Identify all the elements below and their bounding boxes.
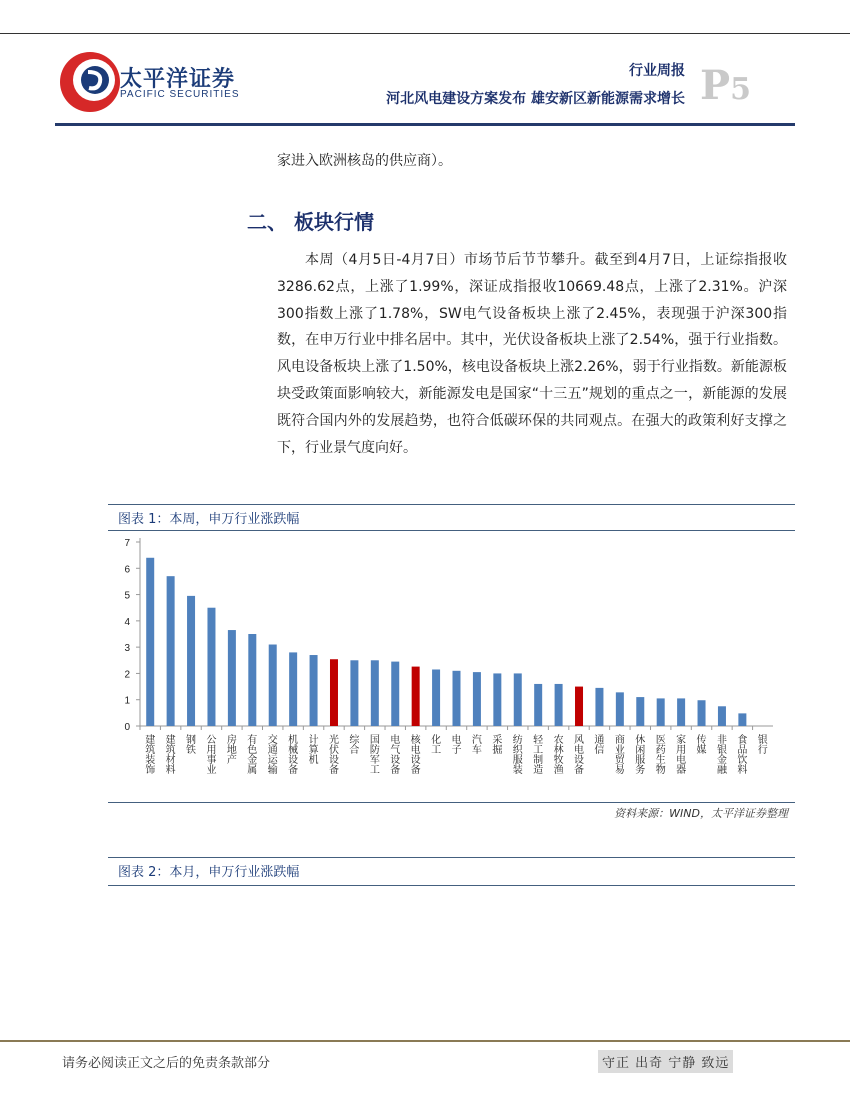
x-tick-label: 建筑装饰 [142,734,154,774]
bar [207,608,215,726]
footer-disclaimer: 请务必阅读正文之后的免责条款部分 [62,1056,271,1071]
x-tick-label: 轻工制造 [530,734,542,774]
x-tick-label: 钢铁 [183,734,195,754]
x-tick-label: 传媒 [694,734,706,754]
x-tick-label: 电气设备 [387,734,399,774]
x-tick-label: 交通运输 [265,734,277,774]
figure1-source: 资料来源：WIND，太平洋证券整理 [614,807,788,820]
x-tick-label: 医药生物 [653,734,665,774]
bar [310,655,318,726]
bar [677,698,685,726]
figure2-title-rule [108,885,795,886]
bar [595,688,603,726]
bar [228,630,236,726]
page-number [700,62,751,109]
bar [657,698,665,726]
bar [432,669,440,726]
y-tick-label: 6 [124,564,130,576]
footer-rule [0,1040,850,1042]
y-tick-label: 1 [124,695,130,707]
industry-change-bar-chart [108,532,795,802]
section-title: 二、 板块行情 [247,210,374,234]
x-tick-label: 商业贸易 [612,734,624,774]
bar [187,596,195,726]
x-tick-label: 综合 [346,734,358,754]
x-tick-label: 国防军工 [367,734,379,774]
bar [493,673,501,726]
x-tick-label: 公用事业 [203,734,215,774]
figure1-title: 图表 1：本周，申万行业涨跌幅 [118,512,300,527]
x-tick-label: 通信 [591,734,603,754]
x-tick-label: 电子 [449,734,460,754]
pacific-securities-logo-icon [58,50,122,114]
bar [167,576,175,726]
bar [350,660,358,726]
bar [575,687,583,726]
y-tick-label: 2 [124,669,130,681]
x-tick-label: 银行 [755,734,767,754]
bar [698,700,706,726]
bar [738,713,746,726]
top-rule [0,33,850,34]
x-tick-label: 非银金融 [714,734,726,774]
x-tick-label: 风电设备 [571,734,583,774]
brand-name-cn: 太平洋证券 [120,67,236,92]
bar [269,645,277,726]
bar [391,662,399,726]
bar [514,673,522,726]
x-tick-label: 核电设备 [408,734,420,774]
figure1-top-rule [108,504,795,505]
y-tick-label: 3 [124,643,130,655]
bar [473,672,481,726]
x-tick-label: 家用电器 [673,734,685,774]
x-tick-label: 房地产 [224,734,236,764]
x-tick-label: 休闲服务 [632,734,644,774]
y-tick-label: 5 [124,590,130,602]
bar [636,697,644,726]
bar [371,660,379,726]
x-tick-label: 光伏设备 [326,734,338,774]
header-rule [55,123,795,126]
figure2-top-rule [108,857,795,858]
figure2-title: 图表 2：本月，申万行业涨跌幅 [118,865,300,880]
y-tick-label: 7 [124,538,130,549]
x-tick-label: 食品饮料 [734,734,746,774]
page-letter: P [700,62,731,109]
x-tick-label: 机械设备 [285,734,297,774]
report-type: 行业周报 [629,63,685,79]
report-title: 河北风电建设方案发布 雄安新区新能源需求增长 [386,91,685,107]
body-paragraph: 本周（4月5日-4月7日）市场节后节节攀升。截至到4月7日，上证综指报收3286.62点，上涨了1.99%，深证成指报收10669.48点，上涨了2.31%。沪深300指数上涨了1.78%，SW电气设备板块上涨了2.45%，表现强于沪深300指数，在申万行业中排名居中。其中，光伏设备板块上涨了2.54%，强于行业指数。风电设备板块上涨了1.50%，核电设备板块上涨2.26%，弱于行业指数。新能源板块受政策面影响较大，新能源发电是国家“十三五”规划的重点之一，新能源的发展既符合国内外的发展趋势，也符合低碳环保的共同观点。在强大的政策利好支撑之下，行业景气度向好。 [277,252,787,456]
bar [412,667,420,726]
brand-name-en: PACIFIC SECURITIES [120,89,240,100]
figure1-bottom-rule [108,802,795,803]
x-tick-label: 纺织服装 [510,734,522,774]
bar [330,659,338,726]
x-tick-label: 采掘 [489,734,501,754]
y-tick-label: 4 [124,616,130,628]
x-tick-label: 计算机 [306,734,318,764]
x-tick-label: 建筑材料 [163,734,175,774]
x-tick-label: 化工 [428,734,440,754]
bar [248,634,256,726]
x-tick-label: 汽车 [469,734,481,754]
carry-over-text: 家进入欧洲核岛的供应商）。 [277,153,452,169]
figure1-title-rule [108,530,795,531]
footer-motto: 守正 出奇 宁静 致远 [598,1050,733,1073]
page-number-value: 5 [730,72,751,107]
x-tick-label: 有色金属 [244,734,256,774]
y-tick-label: 0 [124,722,130,733]
bar [289,652,297,726]
bar [534,684,542,726]
bar [453,671,461,726]
bar [555,684,563,726]
x-tick-label: 农林牧渔 [551,734,563,774]
bar [718,706,726,726]
bar [146,558,154,726]
bar [616,692,624,726]
